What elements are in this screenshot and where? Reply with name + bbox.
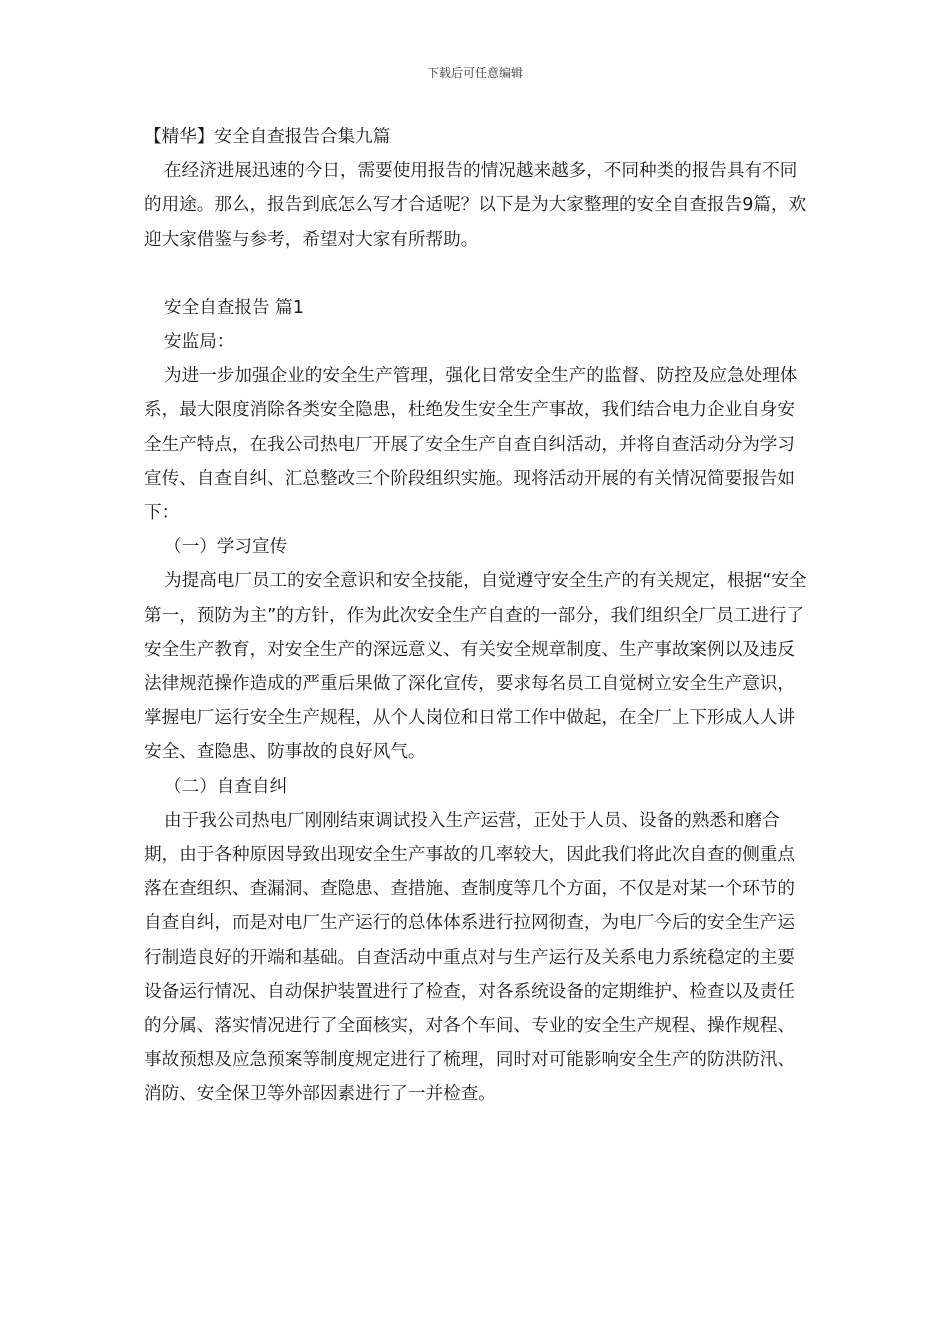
document-title: 【精华】安全自查报告合集九篇 <box>144 127 391 147</box>
paragraph-1: 为进一步加强企业的安全生产管理，强化日常安全生产的监督、防控及应急处理体系，最大限度消除各类安全隐患，杜绝发生安全生产事故，我们结合电力企业自身安全生产特点，在我公司热电厂开展了安全生产自查自纠活动，并将自查活动分为学习宣传、自查自纠、汇总整改三个阶段组织实施。现将活动开展的有关情况简要报告如下： <box>144 366 798 524</box>
spacer <box>144 257 812 291</box>
intro-paragraph: 在经济进展迅速的今日，需要使用报告的情况越来越多，不同种类的报告具有不同的用途。那么，报告到底怎么写才合适呢？以下是为大家整理的安全自查报告9篇，欢迎大家借鉴与参考，希望对大家有所帮助。 <box>144 161 807 250</box>
salutation: 安监局： <box>164 332 235 353</box>
subheading-1: （一）学习宣传 <box>164 537 288 558</box>
section-heading: 安全自查报告 篇1 <box>164 297 304 318</box>
paragraph-3: 由于我公司热电厂刚刚结束调试投入生产运营，正处于人员、设备的熟悉和磨合期，由于各种原因导致出现安全生产事故的几率较大，因此我们将此次自查的侧重点落在查组织、查漏洞、查隐患、查措施、查制度等几个方面，不仅是对某一个环节的自查自纠，而是对电厂生产运行的总体体系进行拉网彻查，为电厂今后的安全生产运行制造良好的开端和基础。自查活动中重点对与生产运行及关系电力系统稳定的主要设备运行情况、自动保护装置进行了检查，对各系统设备的定期维护、检查以及责任的分属、落实情况进行了全面核实，对各个车间、专业的安全生产规程、操作规程、事故预想及应急预案等制度规定进行了梳理，同时对可能影响安全生产的防洪防汛、消防、安全保卫等外部因素进行了一并检查。 <box>144 810 795 1105</box>
page-header: 下载后可任意编辑 <box>426 66 523 80</box>
subheading-2: （二）自查自纠 <box>164 776 288 797</box>
document-body <box>144 120 812 1112</box>
paragraph-2: 为提高电厂员工的安全意识和安全技能，自觉遵守安全生产的有关规定，根据“安全第一，预防为主”的方针，作为此次安全生产自查的一部分，我们组织全厂员工进行了安全生产教育，对安全生产的深远意义、有关安全规章制度、生产事故案例以及违反法律规范操作造成的严重后果做了深化宣传，要求每名员工自觉树立安全生产意识，掌握电厂运行安全生产规程，从个人岗位和日常工作中做起，在全厂上下形成人人讲安全、查隐患、防事故的良好风气。 <box>144 571 807 763</box>
